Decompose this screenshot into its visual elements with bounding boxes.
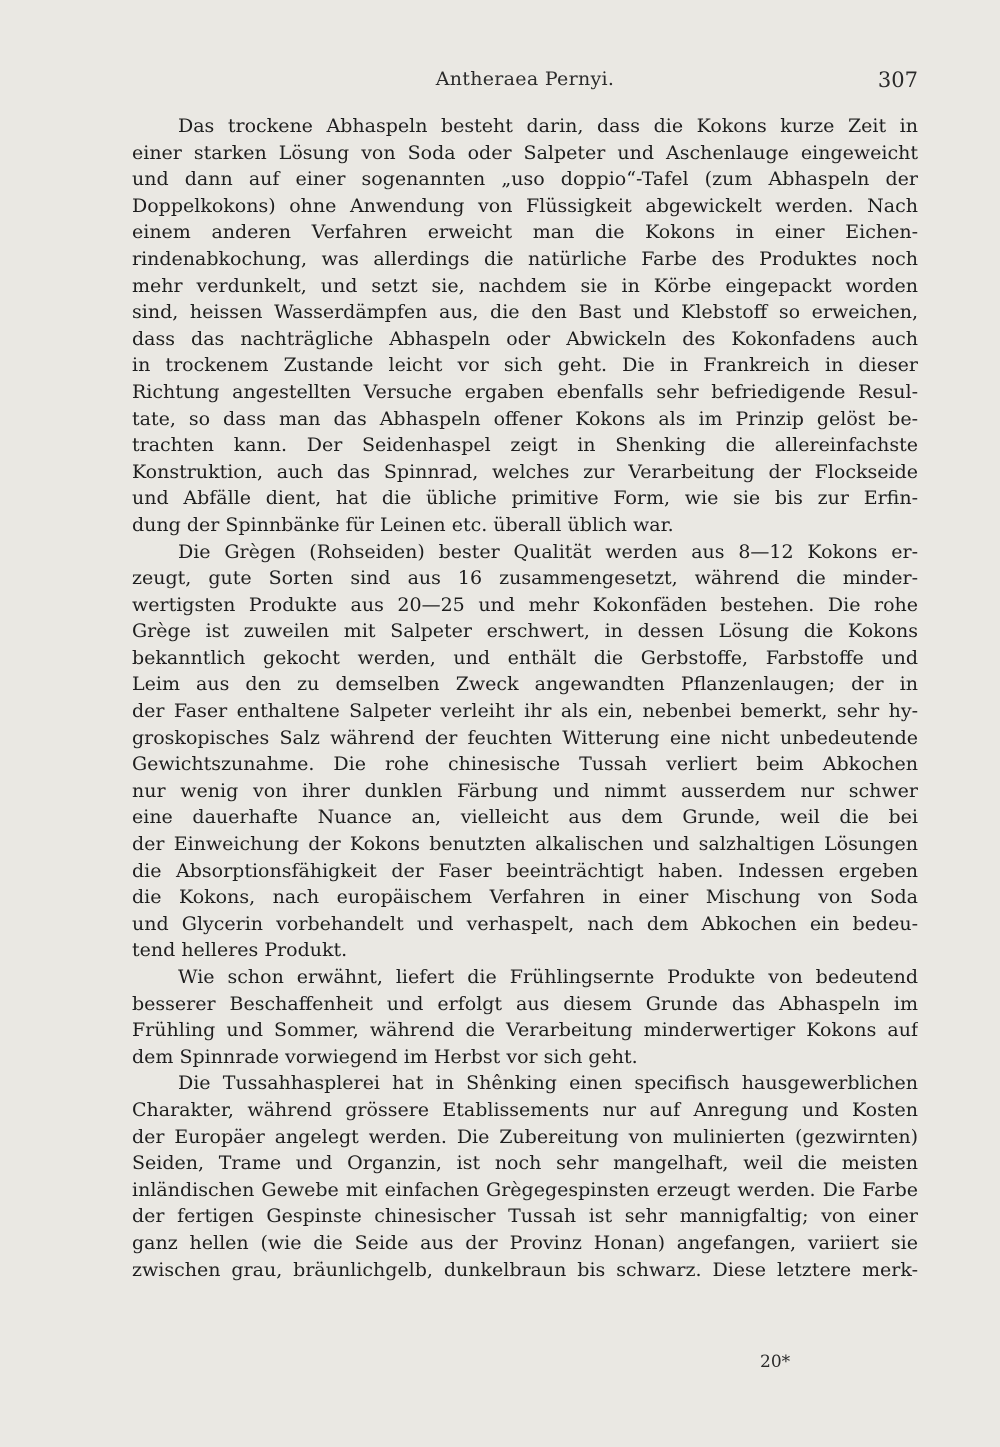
text-line: der Europäer angelegt werden. Die Zubereitung von mulinierten (gezwirnten) xyxy=(132,1125,918,1148)
text-line: bekanntlich gekocht werden, und enthält die Gerbstoffe, Farbstoffe und xyxy=(132,646,918,669)
text-line: Leim aus den zu demselben Zweck angewandten Pflanzenlaugen; der in xyxy=(132,673,918,696)
text-line: Richtung angestellten Versuche ergaben ebenfalls sehr befriedigende Resul- xyxy=(132,380,918,403)
text-line: dem Spinnrade vorwiegend im Herbst vor sich geht. xyxy=(132,1045,638,1068)
text-line: Konstruktion, auch das Spinnrad, welches zur Verarbeitung der Flockseide xyxy=(132,460,918,483)
text-line: tate, so dass man das Abhaspeln offener Kokons als im Prinzip gelöst be- xyxy=(132,407,918,430)
text-line: trachten kann. Der Seidenhaspel zeigt in Shenking die allereinfachste xyxy=(132,434,918,457)
signature-mark: 20* xyxy=(760,1352,791,1372)
text-line: inländischen Gewebe mit einfachen Grègegespinsten erzeugt werden. Die Farbe xyxy=(132,1178,918,1201)
text-line: eine dauerhafte Nuance an, vielleicht aus dem Grunde, weil die bei xyxy=(132,806,918,829)
text-line: Grège ist zuweilen mit Salpeter erschwert, in dessen Lösung die Kokons xyxy=(132,620,918,643)
text-line: Seiden, Trame und Organzin, ist noch sehr mangelhaft, weil die meisten xyxy=(132,1152,918,1175)
page-header xyxy=(132,68,918,100)
text-line: sind, heissen Wasserdämpfen aus, die den Bast und Klebstoff so erweichen, xyxy=(132,301,918,324)
text-line: rindenabkochung, was allerdings die natürliche Farbe des Produktes noch xyxy=(132,247,918,270)
text-line: in trockenem Zustande leicht vor sich geht. Die in Frankreich in dieser xyxy=(132,354,918,377)
text-line: der fertigen Gespinste chinesischer Tussah ist sehr mannigfaltig; von einer xyxy=(132,1205,918,1228)
text-line: Charakter, während grössere Etablissements nur auf Anregung und Kosten xyxy=(132,1098,918,1121)
text-line: einer starken Lösung von Soda oder Salpeter und Aschenlauge eingeweicht xyxy=(132,141,918,164)
text-line: tend helleres Produkt. xyxy=(132,939,348,962)
text-line: Wie schon erwähnt, liefert die Frühlingsernte Produkte von bedeutend xyxy=(178,966,918,988)
body-text xyxy=(132,113,918,1283)
text-line: groskopisches Salz während der feuchten Witterung eine nicht unbedeutende xyxy=(132,726,918,749)
text-line: dass das nachträgliche Abhaspeln oder Abwickeln des Kokonfadens auch xyxy=(132,327,918,350)
text-line: Doppelkokons) ohne Anwendung von Flüssigkeit abgewickelt werden. Nach xyxy=(132,194,918,217)
text-line: mehr verdunkelt, und setzt sie, nachdem sie in Körbe eingepackt worden xyxy=(132,274,918,297)
text-line: Frühling und Sommer, während die Verarbeitung minderwertiger Kokons auf xyxy=(132,1019,918,1042)
text-line: Gewichtszunahme. Die rohe chinesische Tussah verliert beim Abkochen xyxy=(132,753,918,776)
text-line: der Faser enthaltene Salpeter verleiht ihr als ein, nebenbei bemerkt, sehr hy- xyxy=(132,700,918,723)
text-line: dung der Spinnbänke für Leinen etc. überall üblich war. xyxy=(132,513,674,536)
text-line: besserer Beschaffenheit und erfolgt aus diesem Grunde das Abhaspeln im xyxy=(132,992,918,1015)
text-line: nur wenig von ihrer dunklen Färbung und nimmt ausserdem nur schwer xyxy=(132,779,918,802)
text-line: die Absorptionsfähigkeit der Faser beeinträchtigt haben. Indessen ergeben xyxy=(132,859,918,882)
text-line: Die Tussahhasplerei hat in Shênking einen specifisch hausgewerblichen xyxy=(178,1072,918,1095)
text-line: Das trockene Abhaspeln besteht darin, dass die Kokons kurze Zeit in xyxy=(178,115,918,137)
text-line: die Kokons, nach europäischem Verfahren in einer Mischung von Soda xyxy=(132,886,918,909)
text-line: Die Grègen (Rohseiden) bester Qualität werden aus 8—12 Kokons er- xyxy=(178,540,918,563)
page-number: 307 xyxy=(877,68,918,92)
text-line: und Glycerin vorbehandelt und verhaspelt, nach dem Abkochen ein bedeu- xyxy=(132,912,918,935)
text-line: und dann auf einer sogenannten „uso doppio“-Tafel (zum Abhaspeln der xyxy=(132,168,918,191)
text-line: zwischen grau, bräunlichgelb, dunkelbraun bis schwarz. Diese letztere merk- xyxy=(132,1258,918,1281)
running-title: Antheraea Pernyi. xyxy=(435,68,615,90)
text-line: einem anderen Verfahren erweicht man die Kokons in einer Eichen- xyxy=(132,221,918,244)
text-line: und Abfälle dient, hat die übliche primitive Form, wie sie bis zur Erfin- xyxy=(132,487,918,510)
text-line: der Einweichung der Kokons benutzten alkalischen und salzhaltigen Lösungen xyxy=(132,833,918,856)
text-line: zeugt, gute Sorten sind aus 16 zusammengesetzt, während die minder- xyxy=(132,567,918,590)
text-line: wertigsten Produkte aus 20—25 und mehr Kokonfäden bestehen. Die rohe xyxy=(132,593,918,616)
text-line: ganz hellen (wie die Seide aus der Provinz Honan) angefangen, variiert sie xyxy=(132,1231,918,1254)
